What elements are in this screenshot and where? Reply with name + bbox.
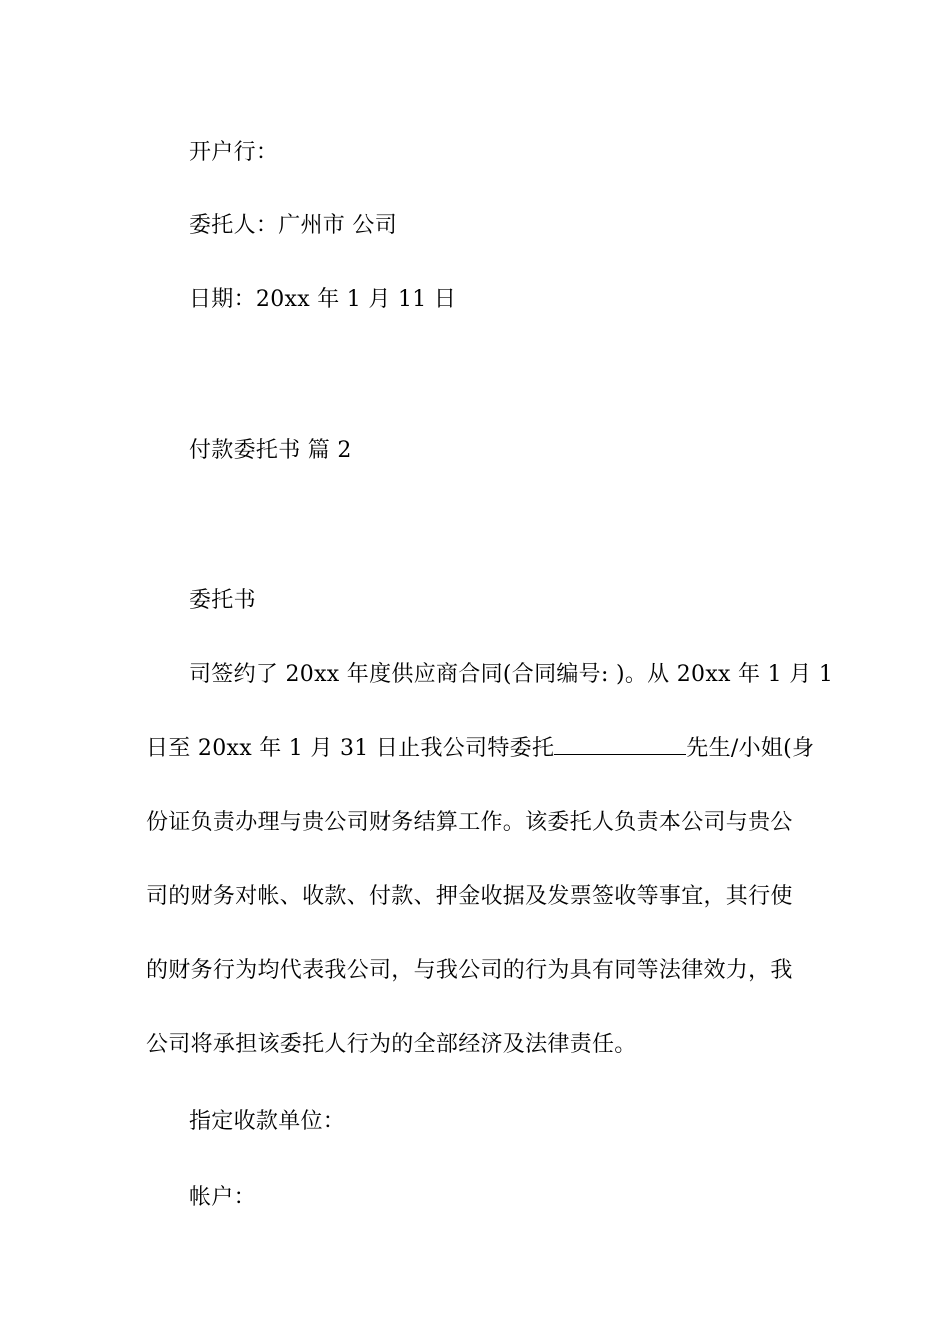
bank-line: 开户行： — [189, 140, 279, 165]
principal-line: 委托人：广州市 公司 — [189, 213, 397, 238]
date-line: 日期：20xx 年 1 月 11 日 — [189, 287, 457, 312]
paragraph-line-2-end: 先生/小姐(身 — [686, 736, 815, 761]
payee-unit-line: 指定收款单位： — [189, 1109, 346, 1134]
paragraph-line-3: 份证负责办理与贵公司财务结算工作。该委托人负责本公司与贵公 — [146, 810, 793, 835]
paragraph-line-5: 的财务行为均代表我公司，与我公司的行为具有同等法律效力，我 — [146, 958, 793, 983]
paragraph-line-2-start: 日至 20xx 年 1 月 31 日止我公司特委托 — [146, 736, 555, 761]
section-heading: 付款委托书 篇 2 — [189, 438, 352, 463]
document-title: 委托书 — [189, 588, 256, 613]
signature-blank — [554, 736, 686, 755]
account-line: 帐户： — [189, 1185, 256, 1210]
paragraph-line-4: 司的财务对帐、收款、付款、押金收据及发票签收等事宜，其行使 — [146, 884, 793, 909]
paragraph-line-6: 公司将承担该委托人行为的全部经济及法律责任。 — [146, 1032, 637, 1057]
paragraph-line-2 — [146, 734, 816, 764]
paragraph-line-1: 司签约了 20xx 年度供应商合同(合同编号: )。从 20xx 年 1 月 1 — [189, 662, 834, 687]
